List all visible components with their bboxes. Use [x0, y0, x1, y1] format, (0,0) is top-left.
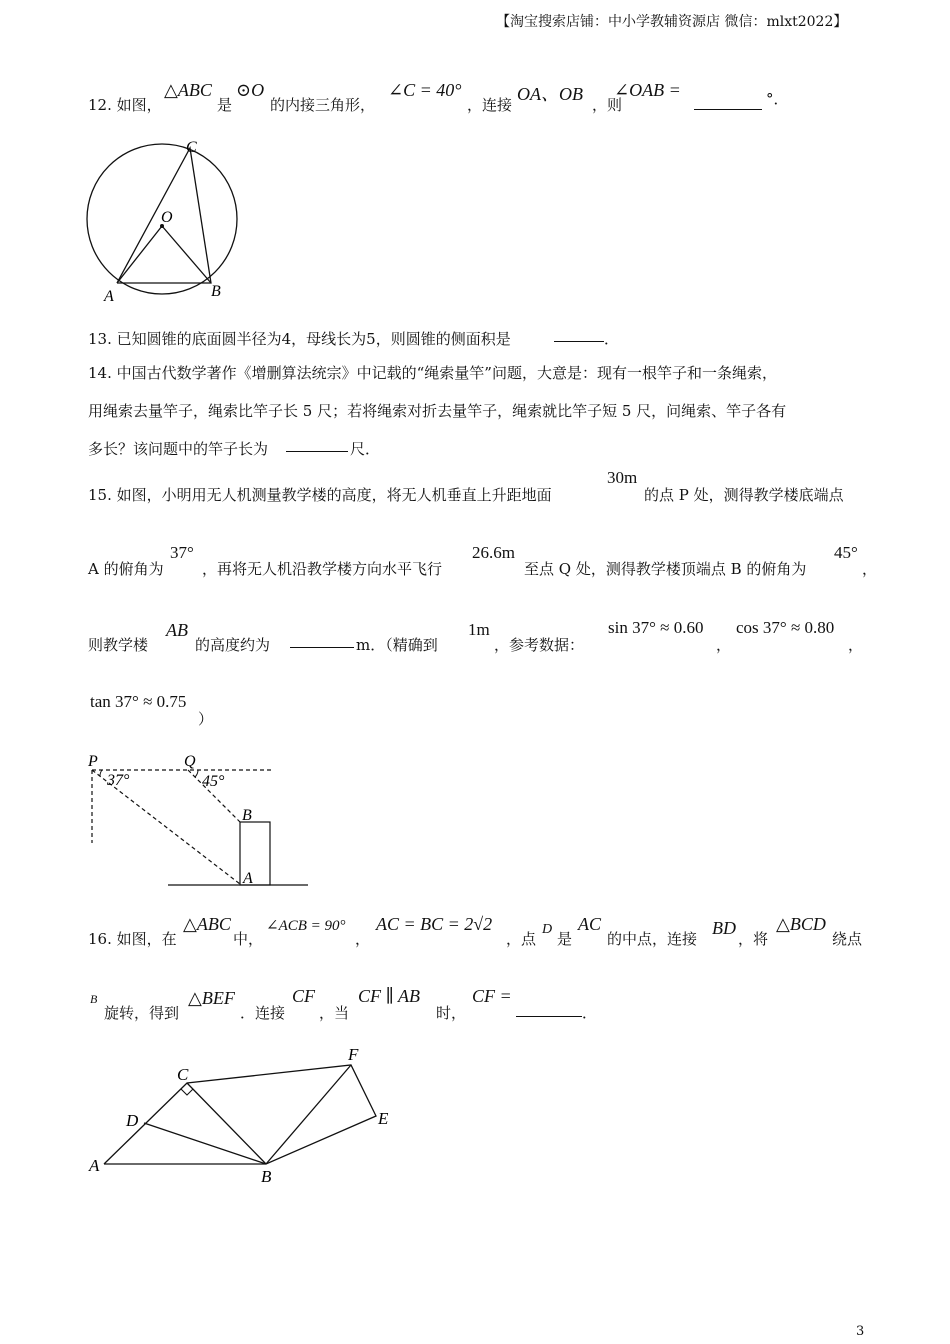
q16-text: ，点 [506, 930, 537, 948]
q15-cos: cos 37° ≈ 0.80 [736, 618, 835, 637]
q15-answer-blank[interactable] [290, 633, 354, 648]
page-header: 【淘宝搜索店铺：中小学教辅资源店 微信：mlxt2022】 [496, 14, 848, 30]
q15-line-2c: 至点 Q 处，测得教学楼顶端点 B 的俯角为 [524, 560, 807, 578]
q15-label-p: P [88, 753, 98, 770]
q12-label-o: O [161, 209, 173, 226]
q12-label-c: C [186, 139, 197, 156]
q14-line-3: 多长？该问题中的竿子长为 [88, 440, 269, 458]
q16-text: ， [355, 930, 371, 948]
q16-label-a: A [89, 1156, 100, 1175]
q12-text: ，则 [592, 96, 623, 114]
q16-triangle: △ABC [183, 914, 231, 934]
q16-label-c: C [177, 1065, 189, 1084]
q16-angle: ∠ACB = 90° [266, 918, 346, 934]
q16-line-2: 旋转，得到 [104, 1004, 180, 1022]
q16-text: ，将 [738, 930, 769, 948]
q14-line-3-end: 尺． [350, 440, 381, 458]
q16-label-f: F [348, 1045, 359, 1064]
q15-distance: 26.6m [472, 543, 515, 562]
q16-bcd: △BCD [776, 914, 826, 934]
q15-line-3b: 的高度约为 [195, 636, 271, 654]
q16-text: 的中点，连接 [607, 930, 698, 948]
q12-label-a: A [104, 288, 114, 305]
q13-text: 13. 已知圆锥的底面圆半径为4，母线长为5，则圆锥的侧面积是 [88, 330, 511, 348]
q15-angle-45: 45° [834, 543, 858, 562]
q12-text: 是 [217, 96, 233, 114]
q15-angle-37: 37° [170, 543, 194, 562]
q15-label-a: A [243, 870, 253, 887]
q15-tan: tan 37° ≈ 0.75 [90, 692, 187, 711]
q15-ab: AB [166, 620, 188, 640]
q15-label-b: B [242, 807, 252, 824]
q15-line-2d: ， [862, 560, 878, 578]
q14-line-2: 用绳索去量竿子，绳索比竿子长 5 尺；若将绳索对折去量竿子，绳索就比竿子短 5 尺，问绳索、竿子各有 [88, 402, 787, 420]
page-number: 3 [856, 1324, 865, 1339]
q16-label-b: B [261, 1167, 272, 1186]
q16-text: ，当 [319, 1004, 350, 1022]
q16-label-d: D [126, 1111, 139, 1130]
q15-close: ） [198, 710, 214, 728]
q12-triangle: △ABC [164, 80, 212, 100]
q15-label-45: 45° [202, 773, 225, 790]
q15-drone-figure [80, 748, 320, 893]
q16-bd: BD [712, 918, 736, 938]
q16-text: 时， [436, 1004, 467, 1022]
q15-comma: ， [716, 636, 732, 654]
q16-text: ．连接 [240, 1004, 286, 1022]
q16-line-1: 16. 如图，在 [88, 930, 177, 948]
q12-angle-oab: ∠OAB = [614, 80, 681, 100]
q16-rotation-figure [80, 1040, 410, 1190]
q16-parallel: CF ∥ AB [358, 986, 420, 1006]
q16-sides: AC = BC = 2√2 [376, 914, 493, 934]
q12-angle-c: ∠C = 40° [388, 80, 462, 100]
q14-answer-blank[interactable] [286, 437, 348, 452]
q15-line-1-end: 的点 P 处，测得教学楼底端点 [644, 486, 844, 504]
q12-label-b: B [211, 283, 221, 300]
q16-point-b: B [90, 992, 98, 1006]
q16-point-d: D [542, 922, 553, 937]
q16-cf-eq: CF = [472, 986, 512, 1006]
q12-text: °． [766, 90, 789, 108]
q13-answer-blank[interactable] [554, 327, 604, 342]
q16-label-e: E [378, 1109, 389, 1128]
q12-text: 的内接三角形， [270, 96, 376, 114]
q16-end: ． [582, 1004, 598, 1022]
q16-ac: AC [578, 914, 602, 934]
q12-segments: OA、OB [517, 84, 583, 104]
q15-line-3d: ，参考数据： [494, 636, 585, 654]
q15-precision: 1m [468, 620, 490, 639]
q12-circle: ⊙O [236, 80, 265, 100]
q15-line-3c: m．（精确到 [356, 636, 438, 654]
q12-number: 12. 如图， [88, 96, 162, 114]
q15-line-3: 则教学楼 [88, 636, 149, 654]
q15-height: 30m [607, 468, 638, 487]
q12-text: ，连接 [467, 96, 513, 114]
q16-text: 绕点 [832, 930, 863, 948]
q13-end: ． [604, 330, 620, 348]
q15-line-2: A 的俯角为 [88, 560, 164, 578]
q15-label-37: 37° [107, 772, 130, 789]
q15-line-1: 15. 如图，小明用无人机测量教学楼的高度，将无人机垂直上升距地面 [88, 486, 552, 504]
q15-line-2b: ，再将无人机沿教学楼方向水平飞行 [202, 560, 443, 578]
q16-bef: △BEF [188, 988, 235, 1008]
q16-text: 中， [233, 930, 264, 948]
q15-sin: sin 37° ≈ 0.60 [608, 618, 704, 637]
q14-line-1: 14. 中国古代数学著作《增删算法统宗》中记载的“绳索量竿”问题，大意是：现有一根竿子和一条绳索， [88, 364, 777, 382]
q12-circle-figure [80, 136, 250, 308]
q16-cf: CF [292, 986, 316, 1006]
q16-text: 是 [557, 930, 573, 948]
q16-answer-blank[interactable] [516, 1002, 582, 1017]
q15-comma: ， [848, 636, 864, 654]
q12-answer-blank[interactable] [694, 95, 762, 110]
q15-label-q: Q [184, 753, 196, 770]
